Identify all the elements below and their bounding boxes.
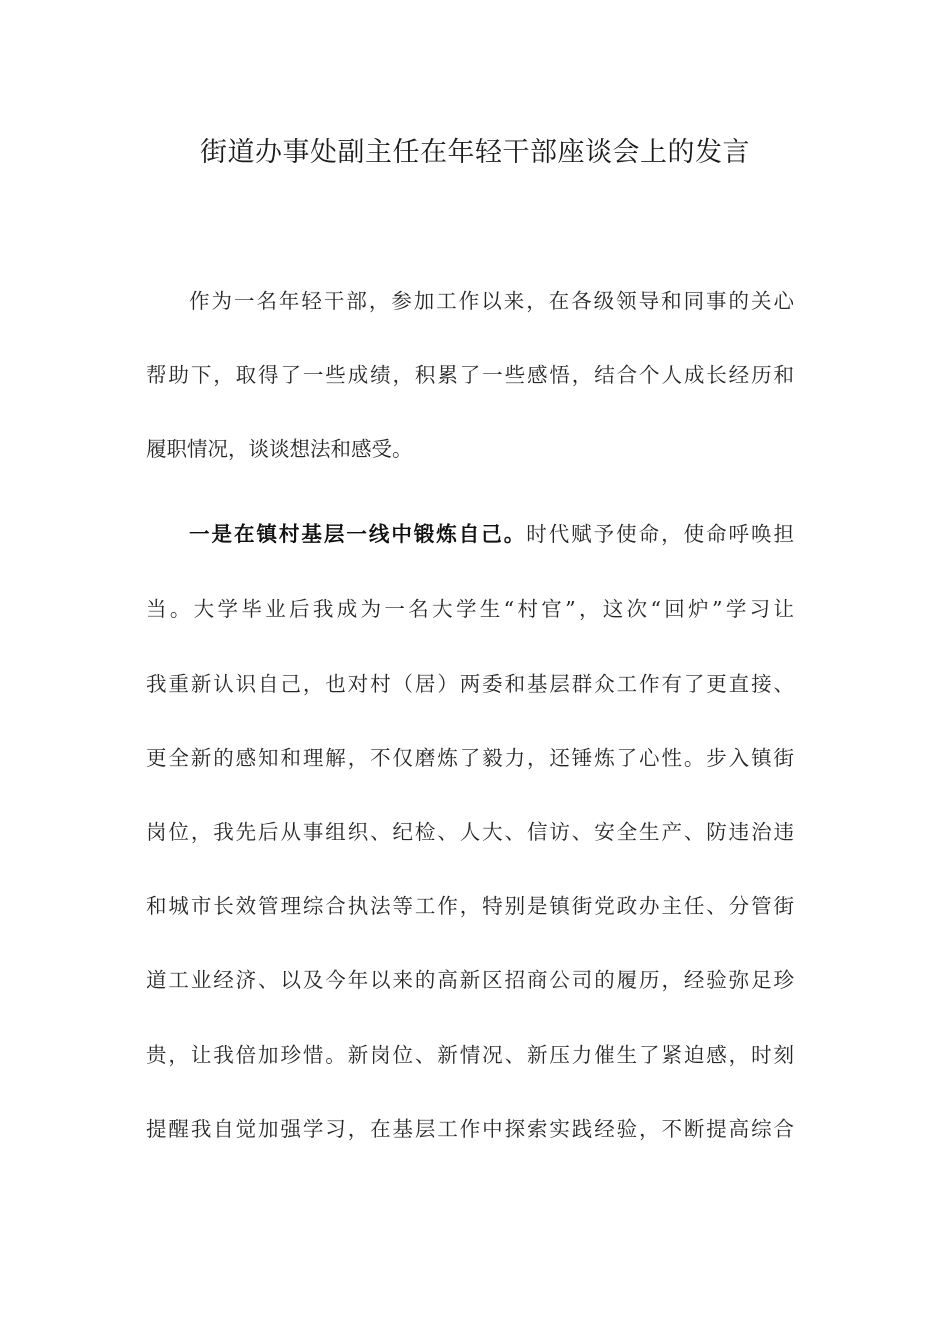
paragraph2-line4: 更全新的感知和理解，不仅磨炼了毅力，还锤炼了心性。步入镇街 xyxy=(146,746,794,770)
paragraph1-line3: 履职情况，谈谈想法和感受。 xyxy=(146,437,413,461)
paragraph2-line6: 和城市长效管理综合执法等工作，特别是镇街党政办主任、分管街 xyxy=(146,894,794,918)
paragraph2-line8: 贵，让我倍加珍惜。新岗位、新情况、新压力催生了紧迫感，时刻 xyxy=(146,1043,794,1067)
paragraph2-line1-rest: 时代赋予使命，使命呼唤担 xyxy=(526,522,795,546)
paragraph1-line2: 帮助下，取得了一些成绩，积累了一些感悟，结合个人成长经历和 xyxy=(146,363,794,387)
paragraph2-line9: 提醒我自觉加强学习，在基层工作中探索实践经验，不断提高综合 xyxy=(146,1117,794,1141)
paragraph2-heading: 一是在镇村基层一线中锻炼自己。 xyxy=(189,522,527,546)
paragraph2-line3: 我重新认识自己，也对村（居）两委和基层群众工作有了更直接、 xyxy=(146,672,794,696)
paragraph1-line1: 作为一名年轻干部，参加工作以来，在各级领导和同事的关心 xyxy=(189,289,794,313)
document-title: 街道办事处副主任在年轻干部座谈会上的发言 xyxy=(200,137,750,168)
paragraph2-line2: 当。大学毕业后我成为一名大学生“村官”，这次“回炉”学习让 xyxy=(146,597,794,621)
paragraph2-line1 xyxy=(189,514,794,554)
paragraph2-line5: 岗位，我先后从事组织、纪检、人大、信访、安全生产、防违治违 xyxy=(146,820,794,844)
paragraph2-line7: 道工业经济、以及今年以来的高新区招商公司的履历，经验弥足珍 xyxy=(146,968,794,992)
